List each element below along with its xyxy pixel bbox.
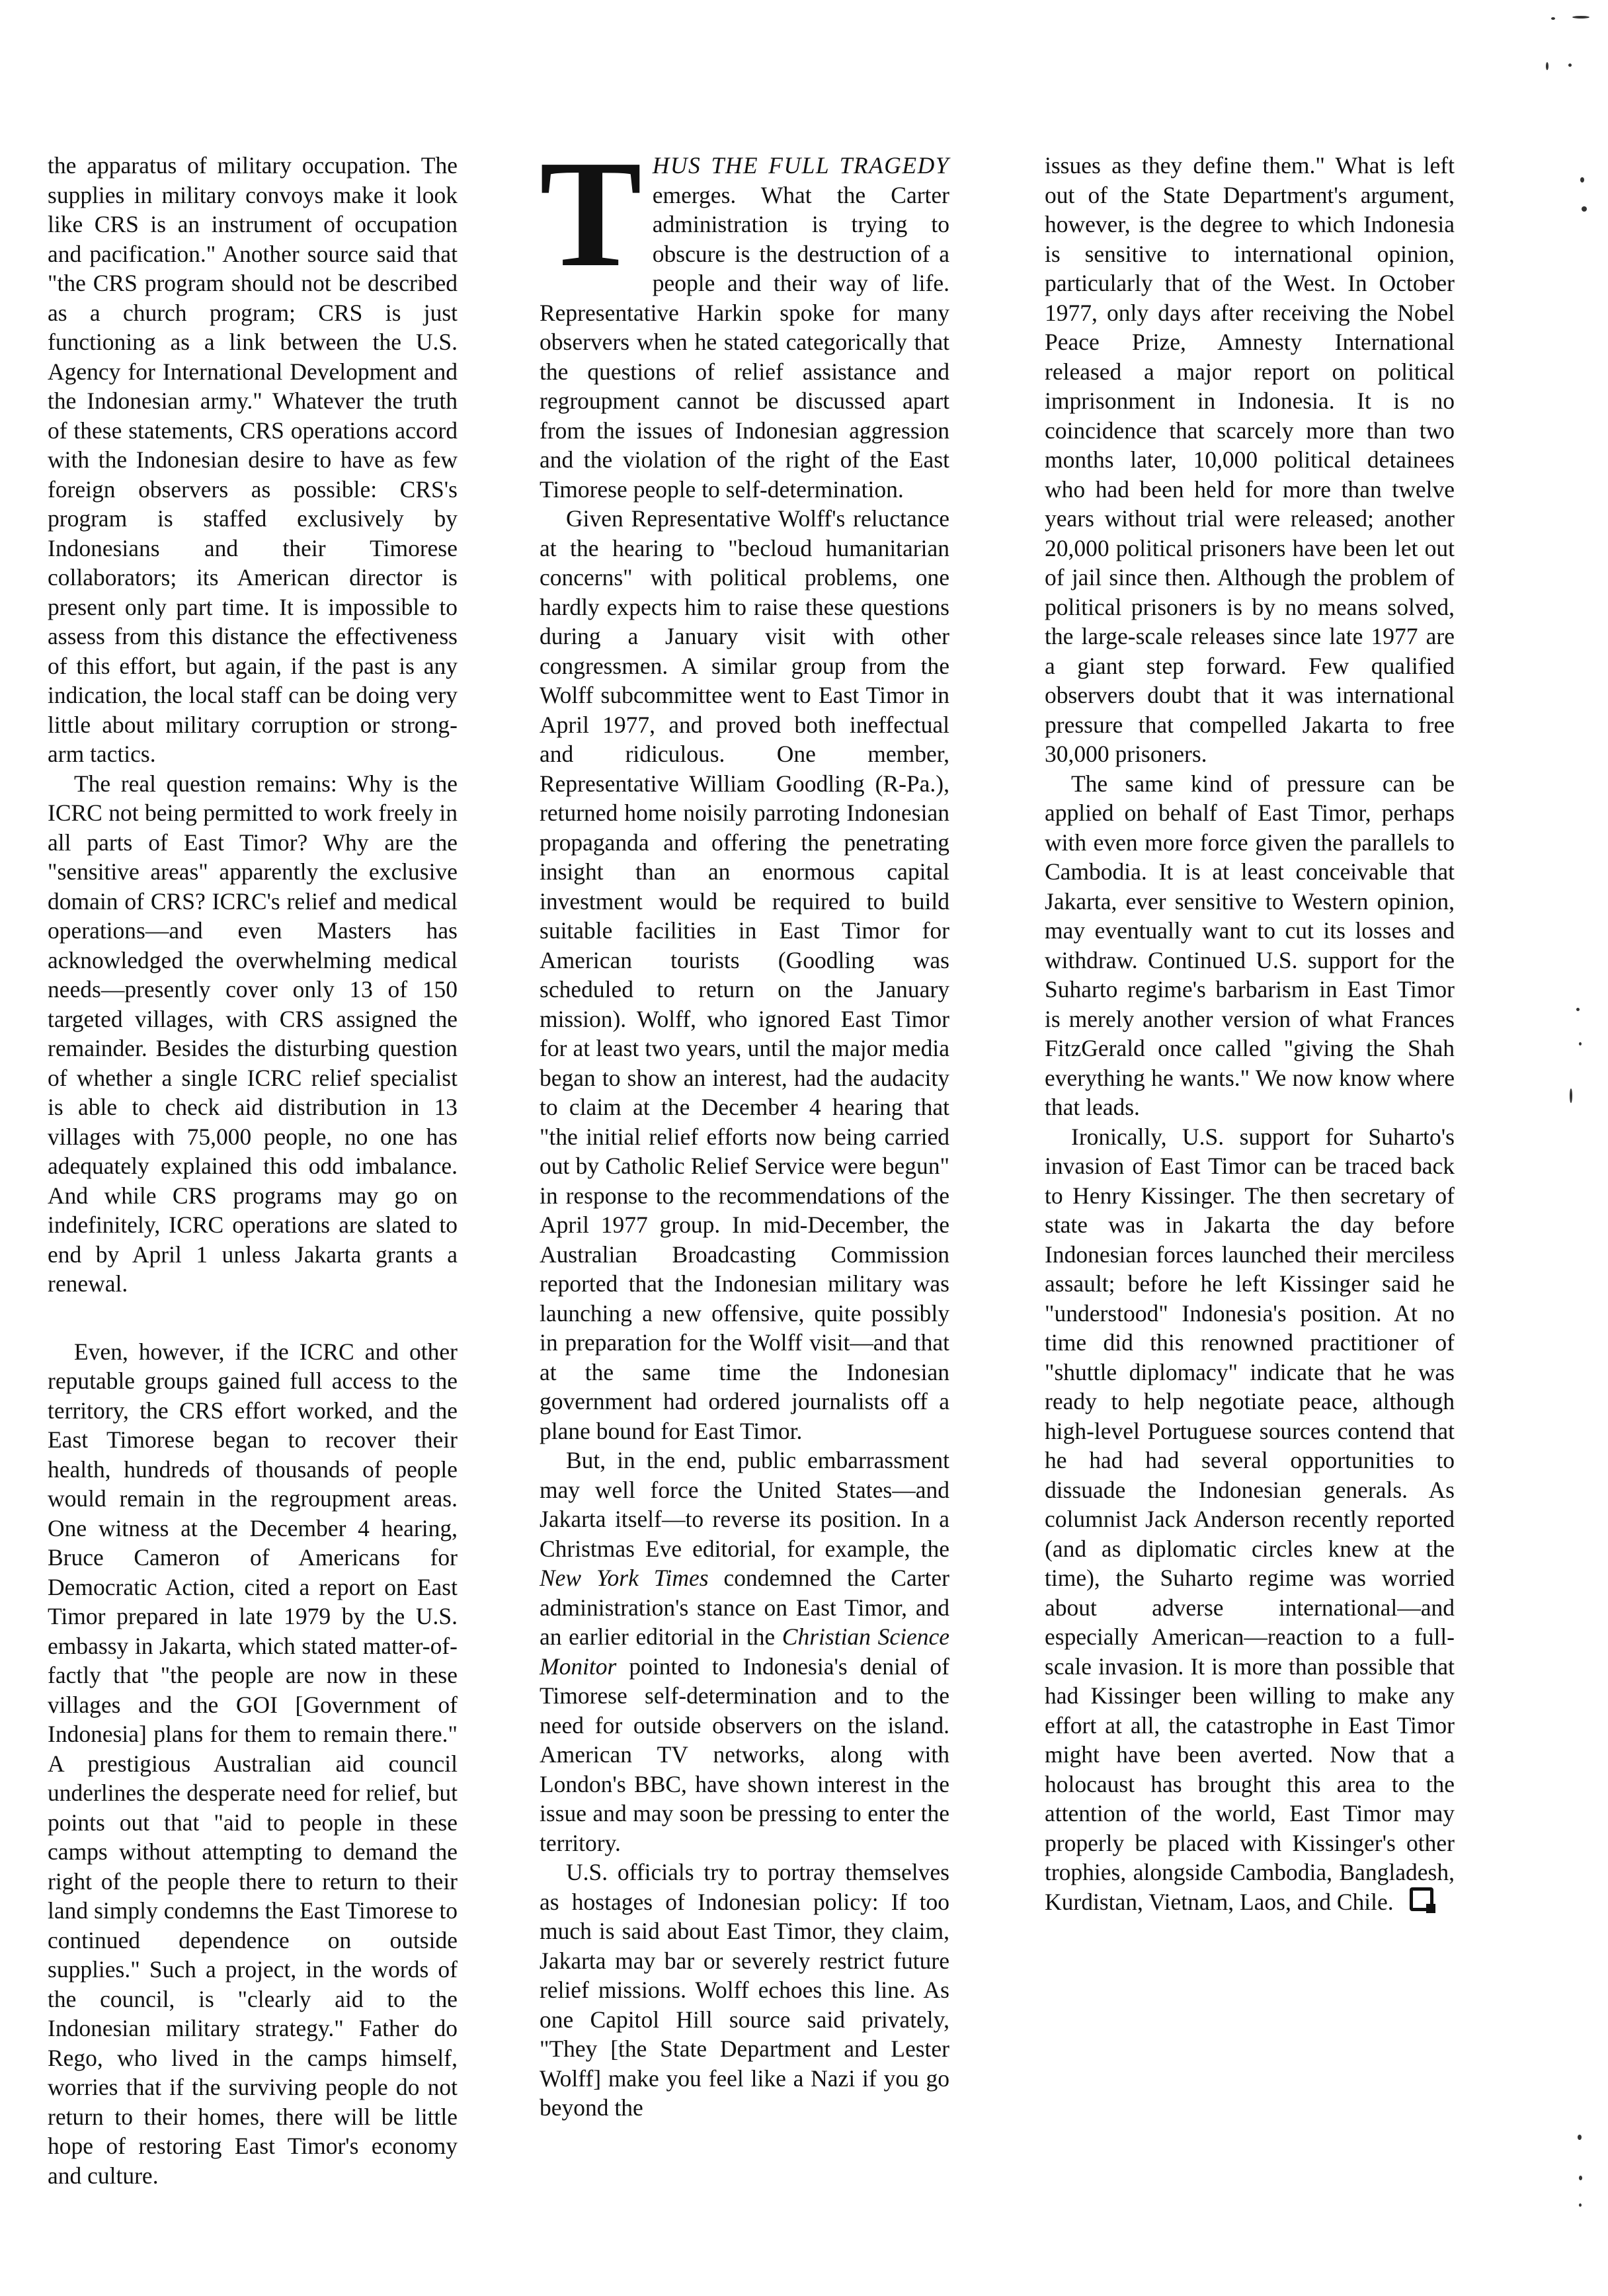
paragraph-text: pointed to Indonesia's denial of Timorese self-determination and to the need for outside observers on the island. American TV networks, along with London's BBC, have shown interest in the issue and may soon be pressing to enter the territory. xyxy=(540,1653,949,1856)
scan-speck xyxy=(1576,1008,1580,1011)
publication-title: Christian Science Monitor xyxy=(540,1623,949,1680)
publication-title: New York Times xyxy=(540,1565,709,1591)
paragraph xyxy=(540,1446,949,1858)
paragraph-text: emerges. What the Carter administration is trying to obscure is the destruction of a people and their way of life. Representative Harkin spoke for many observers when he stated categorically that the questions of relief assistance and regroupment cannot be discussed apart from the issues of Indonesian aggression and the violation of the right of the East Timorese people to self-determination. xyxy=(540,181,949,503)
scan-speck xyxy=(1568,63,1572,67)
paragraph: The real question remains: Why is the ICRC not being permitted to work freely in all parts of East Timor? Why are the "sensitive areas" apparently the exclusive domain of CRS? ICRC's relief and medical operations—and even Masters has acknowledged the overwhelming medical needs—presently cover only 13 of 150 targeted villages, with CRS assigned the remainder. Besides the disturbing question of whether a single ICRC relief specialist is able to check aid distribution in 13 villages with 75,000 people, no one has adequately explained this odd imbalance. And while CRS programs may go on indefinitely, ICRC operations are slated to end by April 1 unless Jakarta grants a renewal. xyxy=(48,770,458,1297)
paragraph: The same kind of pressure can be applied on behalf of East Timor, perhaps with even more force given the parallels to Cambodia. It is at least conceivable that Jakarta, ever sensitive to Western opinion, may eventually want to cut its losses and withdraw. Continued U.S. support for the Suharto regime's barbarism in East Timor is merely another version of what Frances FitzGerald once called "giving the Shah everything he wants." We now know where that leads. xyxy=(1045,770,1455,1120)
scan-speck xyxy=(1582,206,1587,212)
paragraph: the apparatus of military occupation. The supplies in military convoys make it look like CRS is an instrument of occupation and pacification." Another source said that "the CRS program should not be described as a church program; CRS is just functioning as a link between the U.S. Agency for International Development and the Indonesian army." Whatever the truth of these statements, CRS operations accord with the Indonesian desire to have as few foreign observers as possible: CRS's program is staffed exclusively by Indonesians and their Timorese collaborators; its American director is present only part time. It is impossible to assess from this distance the effectiveness of this effort, but again, if the past is any indication, the local staff can be doing very little about military corruption or strong-arm tactics. xyxy=(48,152,458,767)
scan-speck xyxy=(1572,16,1589,19)
scan-speck xyxy=(1579,1042,1582,1046)
scan-speck xyxy=(1579,2203,1582,2207)
lead-in: HUS THE FULL TRAGEDY xyxy=(652,152,949,179)
scan-speck xyxy=(1551,17,1555,20)
paragraph: U.S. officials try to portray themselves as hostages of Indonesian policy: If too much is said about East Timor, they claim, Jakarta may bar or severely restrict future relief missions. Wolff echoes this line. As one Capitol Hill source said privately, "They [the State Department and Lester Wolff] make you feel like a Nazi if you go beyond the xyxy=(540,1859,949,2121)
drop-cap: T xyxy=(540,129,642,299)
article-column-2 xyxy=(540,129,950,2123)
paragraph: Even, however, if the ICRC and other reputable groups gained full access to the territory, the CRS effort worked, and the East Timorese began to recover their health, hundreds of thousands of people would remain in the regroupment areas. One witness at the December 4 hearing, Bruce Cameron of Americans for Democratic Action, cited a report on East Timor prepared in late 1979 by the U.S. embassy in Jakarta, which stated matter-of-factly that "the people are now in these villages and the GOI [Government of Indonesia] plans for them to remain there." A prestigious Australian aid council underlines the desperate need for relief, but points out that "aid to people in these camps without attempting to demand the right of the people there to return to their land simply condemns the East Timorese to continued dependence on outside supplies." Such a project, in the words of the council, is "clearly aid to the Indonesian military strategy." Father do Rego, who lived in the camps himself, worries that if the surviving people do not return to their homes, there will be little hope of restoring East Timor's economy and culture. xyxy=(48,1338,458,2189)
end-mark-icon xyxy=(1410,1887,1433,1911)
opening-paragraph xyxy=(540,129,949,504)
article-column-3 xyxy=(1045,151,1455,1916)
paragraph-text: Ironically, U.S. support for Suharto's invasion of East Timor can be traced back to Henry Kissinger. The then secretary of state was in Jakarta the day before Indonesian forces launched their merciless assault; before he left Kissinger said he "understood" Indonesia's position. At no time did this renowned practitioner of "shuttle diplomacy" indicate that he was ready to help negotiate peace, although high-level Portuguese sources contend that he had had several opportunities to dissuade the Indonesian generals. As columnist Jack Anderson recently reported (and as diplomatic circles knew at the time), the Suharto regime was worried about adverse international—and especially American—reaction to a full-scale invasion. It is more than possible that had Kissinger been willing to make any effort at all, the catastrophe in East Timor might have been averted. Now that a holocaust has brought this area to the attention of the world, East Timor may properly be placed with Kissinger's other trophies, alongside Cambodia, Bangladesh, Kurdistan, Vietnam, Laos, and Chile. xyxy=(1045,1123,1455,1915)
paragraph: issues as they define them." What is left out of the State Department's argument, however, is the degree to which Indonesia is sensitive to international opinion, particularly that of the West. In October 1977, only days after receiving the Nobel Peace Prize, Amnesty International released a major report on political imprisonment in Indonesia. It is no coincidence that scarcely more than two months later, 10,000 political detainees who had been held for more than twelve years without trial were released; another 20,000 political prisoners have been let out of jail since then. Although the problem of political prisoners is by no means solved, the large-scale releases since late 1977 are a giant step forward. Few qualified observers doubt that it was international pressure that compelled Jakarta to free 30,000 prisoners. xyxy=(1045,152,1455,767)
paragraph-text: condemned the Carter administration's stance on East Timor, and an earlier editorial in the xyxy=(540,1565,950,1650)
paragraph-text: But, in the end, public embarrassment may well force the United States—and Jakarta itself—to reverse its position. In a Christmas Eve editorial, for example, the xyxy=(540,1447,949,1562)
scan-speck xyxy=(1579,2176,1582,2180)
scan-speck xyxy=(1546,62,1548,70)
paragraph xyxy=(1045,1122,1455,1917)
scan-speck xyxy=(1570,1088,1572,1103)
article-column-1 xyxy=(48,151,458,2190)
paragraph: Given Representative Wolff's reluctance at the hearing to "becloud humanitarian concerns" with political problems, one hardly expects him to raise these questions during a January visit with other congressmen. A similar group from the Wolff subcommittee went to East Timor in April 1977, and proved both ineffectual and ridiculous. One member, Representative William Goodling (R-Pa.), returned home noisily parroting Indonesian propaganda and offering the penetrating insight than an enormous capital investment would be required to build suitable facilities in East Timor for American tourists (Goodling was scheduled to return on the January mission). Wolff, who ignored East Timor for at least two years, until the major media began to show an interest, had the audacity to claim at the December 4 hearing that "the initial relief efforts now being carried out by Catholic Relief Service were begun" in response to the recommendations of the April 1977 group. In mid-December, the Australian Broadcasting Commission reported that the Indonesian military was launching a new offensive, quite possibly in preparation for the Wolff visit—and that at the same time the Indonesian government had ordered journalists off a plane bound for East Timor. xyxy=(540,505,949,1444)
scan-speck xyxy=(1580,177,1584,183)
scan-speck xyxy=(1578,2135,1582,2140)
